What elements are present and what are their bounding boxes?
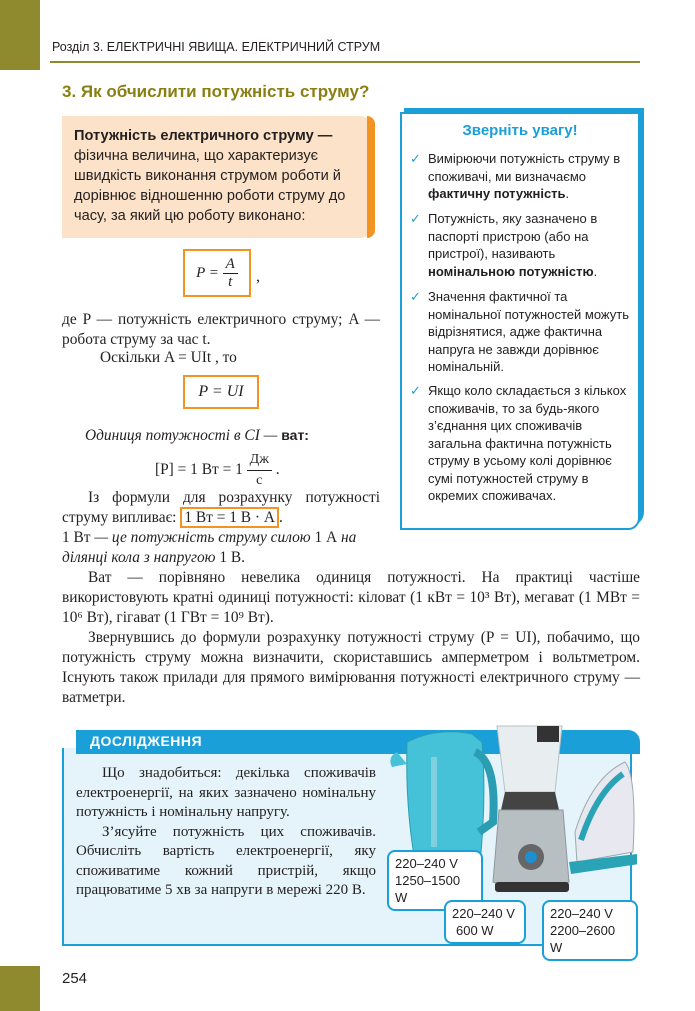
attention-end: . <box>565 186 570 201</box>
formula-fraction <box>223 256 238 291</box>
watt-formula-lhs: [P] = 1 Вт = 1 <box>155 461 243 479</box>
section-title: 3. Як обчислити потужність струму? <box>62 82 370 101</box>
paragraph-follows <box>62 488 380 528</box>
watt-denominator: с <box>256 473 263 488</box>
attention-text: Вимірюючи потужність струму в споживачі, ми визначаємо <box>428 151 621 184</box>
blender-icon <box>493 726 569 892</box>
one-watt-pre: 1 Вт <box>62 529 91 546</box>
formula-denominator: t <box>228 273 233 290</box>
unit-prefix: Одиниця потужності в СІ — <box>85 427 278 444</box>
formula-numerator: A <box>223 256 238 274</box>
check-icon: ✓ <box>410 211 421 226</box>
olive-tab-top <box>0 0 40 70</box>
research-block <box>62 730 640 955</box>
attention-item <box>410 150 632 203</box>
paragraph-multiples: Ват — порівняно невелика одиниця потужності. На практиці частіше використовують кратні одиниці потужності: кіловат (1 кВт = 10³ Вт), мегават (1 МВт = 10⁶ Вт), гігават (1 ГВт = 10⁹ Вт). <box>62 569 640 626</box>
paragraph-measurement: Звернувшись до формули розрахунку потужності струму (P = UI), побачимо, що потужність струму можна визначити, скориставшись амперметром і вольтметром. Існують також прилади для прямого вимірювання потужності електричного струму — ватметри. <box>62 629 640 706</box>
formula-lhs: P = <box>196 264 219 281</box>
watt-fraction <box>247 450 272 491</box>
watt-formula <box>155 450 280 491</box>
blender-voltage: 220–240 V <box>452 906 515 921</box>
kettle-power: 1250–1500 W <box>395 873 461 905</box>
paragraph-de: де P — потужність електричного струму; A — робота струму за час t. <box>62 311 380 348</box>
definition-text: фізична величина, що характеризує швидкість виконання струмом роботи й дорівнює відношенню роботи струму до часу, за який цю роботу виконано: <box>74 148 346 224</box>
attention-bold: номінальною потужністю <box>428 263 594 279</box>
attention-box <box>400 112 640 530</box>
kettle-voltage: 220–240 V <box>395 856 458 871</box>
definition-box <box>62 116 374 238</box>
follows-boxed-formula: 1 Вт = 1 В · А <box>180 507 279 528</box>
research-p1: Що знадобиться: декілька споживачів електроенергії, на яких зазначено номінальну потужність і номінальну напругу. <box>76 765 376 820</box>
unit-line <box>85 425 309 446</box>
blender-spec-label <box>444 900 526 944</box>
attention-item <box>410 288 632 376</box>
iron-spec-label <box>542 900 638 961</box>
one-watt-mid: 1 А <box>310 529 338 546</box>
formula-comma: , <box>256 268 260 285</box>
watt-numerator: Дж <box>247 450 272 471</box>
follows-text: Із формули для розрахунку потужності струму випливає: <box>62 489 380 526</box>
definition-dash: — <box>313 128 333 144</box>
iron-icon <box>569 762 637 874</box>
header-rule <box>50 61 640 63</box>
attention-title: Зверніть увагу! <box>462 122 578 139</box>
olive-tab-bottom <box>0 966 40 1011</box>
check-icon: ✓ <box>410 383 421 398</box>
research-text <box>76 764 376 901</box>
power-ui-formula-box: P = UI <box>183 375 259 409</box>
definition-term: Потужність електричного струму <box>74 128 314 144</box>
page-number: 254 <box>62 970 88 987</box>
one-watt-end: 1 В. <box>215 549 246 566</box>
research-title: ДОСЛІДЖЕННЯ <box>90 733 203 749</box>
attention-end: . <box>593 263 598 279</box>
watt-formula-end: . <box>275 461 280 479</box>
attention-text: Потужність, яку зазначено в паспорті пристрою (або на пристрої), називають <box>428 211 598 261</box>
attention-text: Якщо коло складається з кількох споживачів, то за будь-якого з’єднання цих споживачів загальна фактична потужність струму в усьому колі дорівнює сумі потужностей струму в окремих споживачах. <box>428 383 627 503</box>
iron-power: 2200–2600 W <box>550 923 616 955</box>
check-icon: ✓ <box>410 151 421 166</box>
power-formula-box <box>183 249 251 297</box>
research-p2: З’ясуйте потужність цих споживачів. Обчисліть вартість електроенергії, яку споживатиме кожний пристрій, якщо працюватиме 5 хв за напруги в мережі 220 В. <box>76 823 376 898</box>
follows-end: . <box>278 509 283 526</box>
paragraph-one-watt <box>62 528 380 568</box>
check-icon: ✓ <box>410 289 421 304</box>
iron-voltage: 220–240 V <box>550 906 613 921</box>
unit-watt: ват: <box>281 427 309 443</box>
one-watt-it2: на ділянці кола з напругою <box>62 529 357 566</box>
attention-text: Значення фактичної та номінальної потужностей можуть відрізнятися, адже фактична напруга не завжди дорівнює номінальній. <box>428 289 629 374</box>
blender-power: 600 W <box>456 923 494 938</box>
attention-item <box>410 382 632 505</box>
running-header: Розділ 3. ЕЛЕКТРИЧНІ ЯВИЩА. ЕЛЕКТРИЧНИЙ СТРУМ <box>52 40 381 54</box>
one-watt-it1: — це потужність струму силою <box>90 529 311 546</box>
attention-item <box>410 210 632 280</box>
attention-bold: фактичну потужність <box>428 186 566 201</box>
paragraph-oskilky: Оскільки A = UIt , то <box>100 349 237 366</box>
